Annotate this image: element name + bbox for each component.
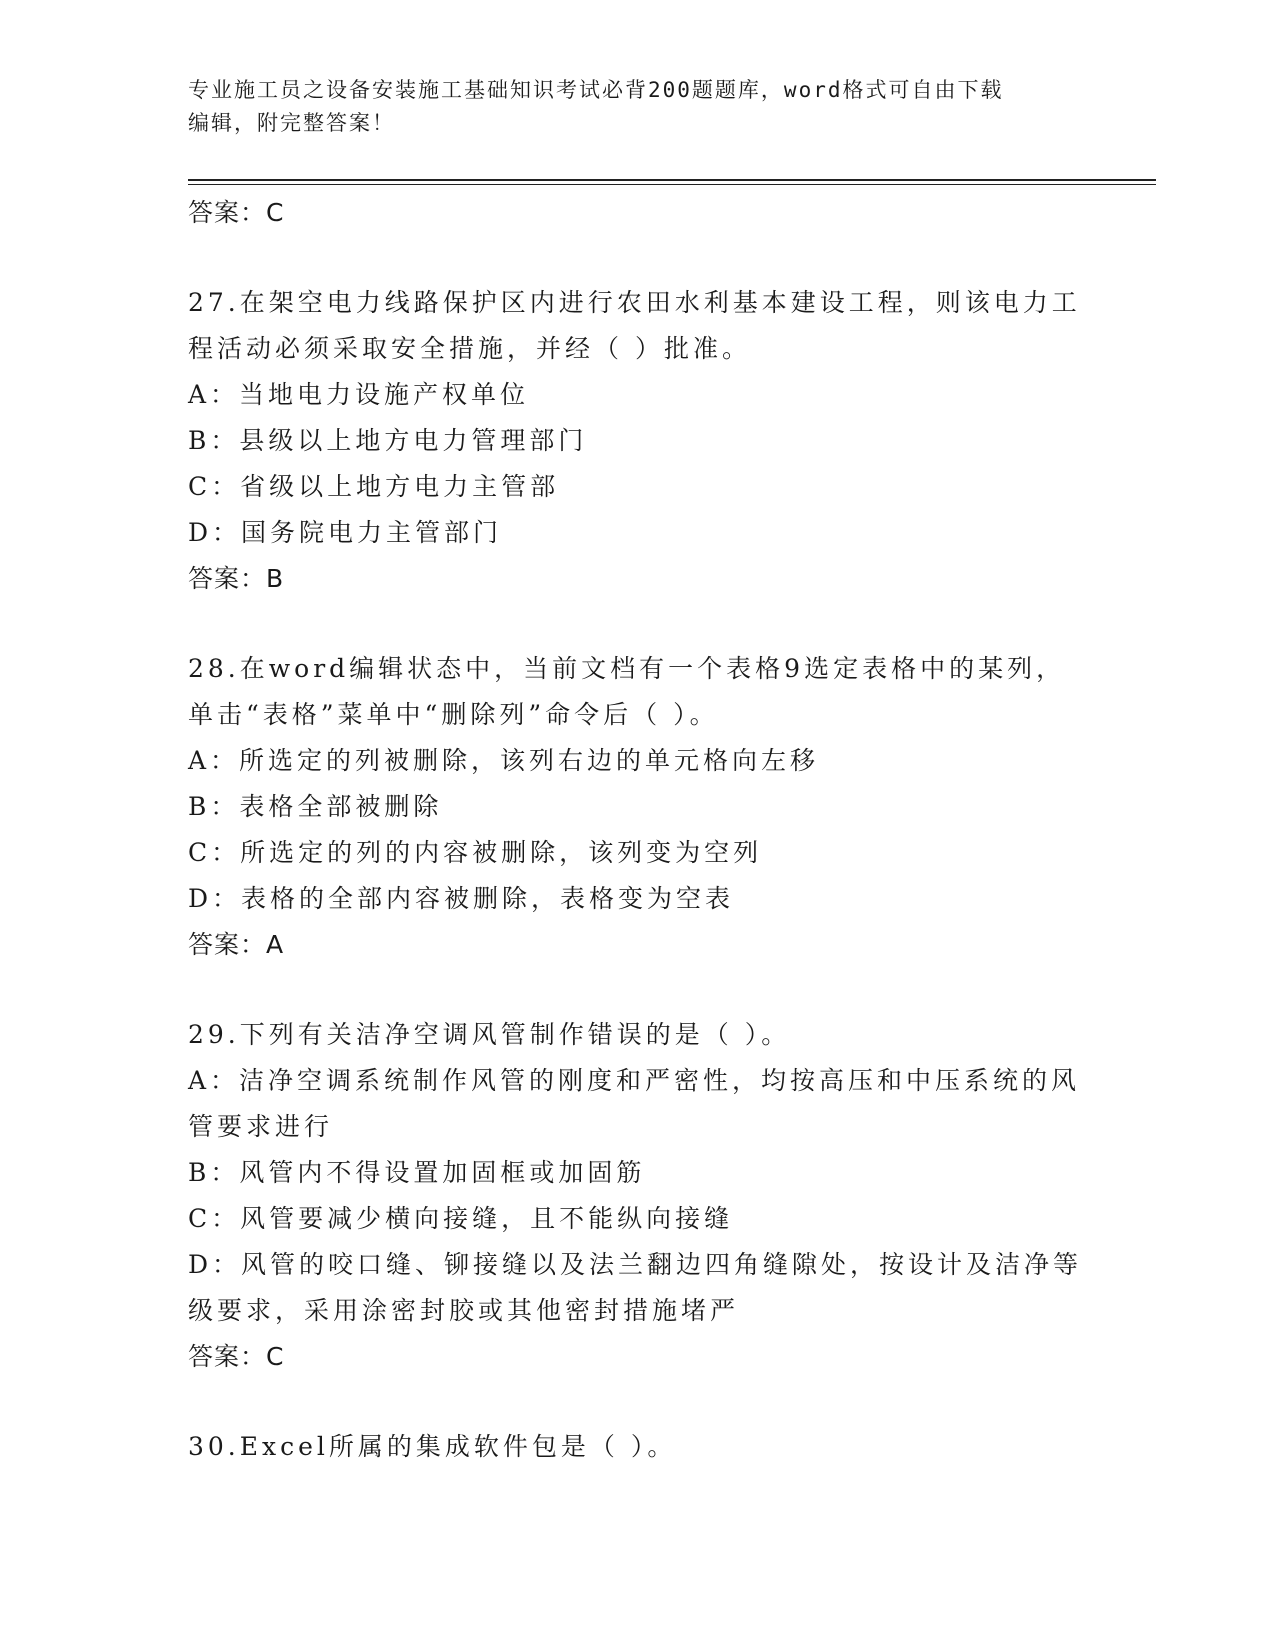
option-text: D：风管的咬口缝、铆接缝以及法兰翻边四角缝隙处，按设计及洁净等 <box>188 1250 1083 1279</box>
question-block <box>188 1424 1088 1470</box>
question-text: 29.下列有关洁净空调风管制作错误的是（ ）。 <box>188 1020 791 1049</box>
question-block <box>188 280 1088 602</box>
option-text: A：当地电力设施产权单位 <box>188 380 530 409</box>
question-list <box>188 280 1088 1470</box>
document-body <box>188 190 1088 1470</box>
question-text: 程活动必须采取安全措施，并经（ ）批准。 <box>188 334 751 363</box>
question-text: 28.在word编辑状态中，当前文档有一个表格9选定表格中的某列， <box>188 654 1066 683</box>
question-text: 27.在架空电力线路保护区内进行农田水利基本建设工程，则该电力工 <box>188 288 1081 317</box>
question-block <box>188 1012 1088 1380</box>
header-rule <box>188 179 1156 181</box>
question-text: 30.Excel所属的集成软件包是（ ）。 <box>188 1432 677 1461</box>
question-block <box>188 646 1088 968</box>
header-line-2: 编辑，附完整答案！ <box>188 111 395 135</box>
question-text: 单击“表格”菜单中“删除列”命令后（ ）。 <box>188 700 719 729</box>
option-text: B：风管内不得设置加固框或加固筋 <box>188 1158 646 1187</box>
option-text: 级要求，采用涂密封胶或其他密封措施堵严 <box>188 1296 740 1325</box>
header-rule-thin <box>188 184 1156 185</box>
header-line-1: 专业施工员之设备安装施工基础知识考试必背200题题库，word格式可自由下载 <box>188 78 1004 102</box>
option-text: B：表格全部被删除 <box>188 792 443 821</box>
option-text: A：所选定的列被删除，该列右边的单元格向左移 <box>188 746 820 775</box>
page-header <box>188 74 1088 140</box>
answer-line: 答案：B <box>188 564 285 593</box>
answer-line: 答案：C <box>188 198 285 227</box>
option-text: C：省级以上地方电力主管部 <box>188 472 560 501</box>
option-text: C：所选定的列的内容被删除，该列变为空列 <box>188 838 763 867</box>
answer-line: 答案：A <box>188 930 285 959</box>
option-text: B：县级以上地方电力管理部门 <box>188 426 588 455</box>
option-text: C：风管要减少横向接缝，且不能纵向接缝 <box>188 1204 734 1233</box>
option-text: 管要求进行 <box>188 1112 334 1141</box>
option-text: A：洁净空调系统制作风管的刚度和严密性，均按高压和中压系统的风 <box>188 1066 1081 1095</box>
answer-line: 答案：C <box>188 1342 285 1371</box>
option-text: D：国务院电力主管部门 <box>188 518 503 547</box>
option-text: D：表格的全部内容被删除，表格变为空表 <box>188 884 735 913</box>
